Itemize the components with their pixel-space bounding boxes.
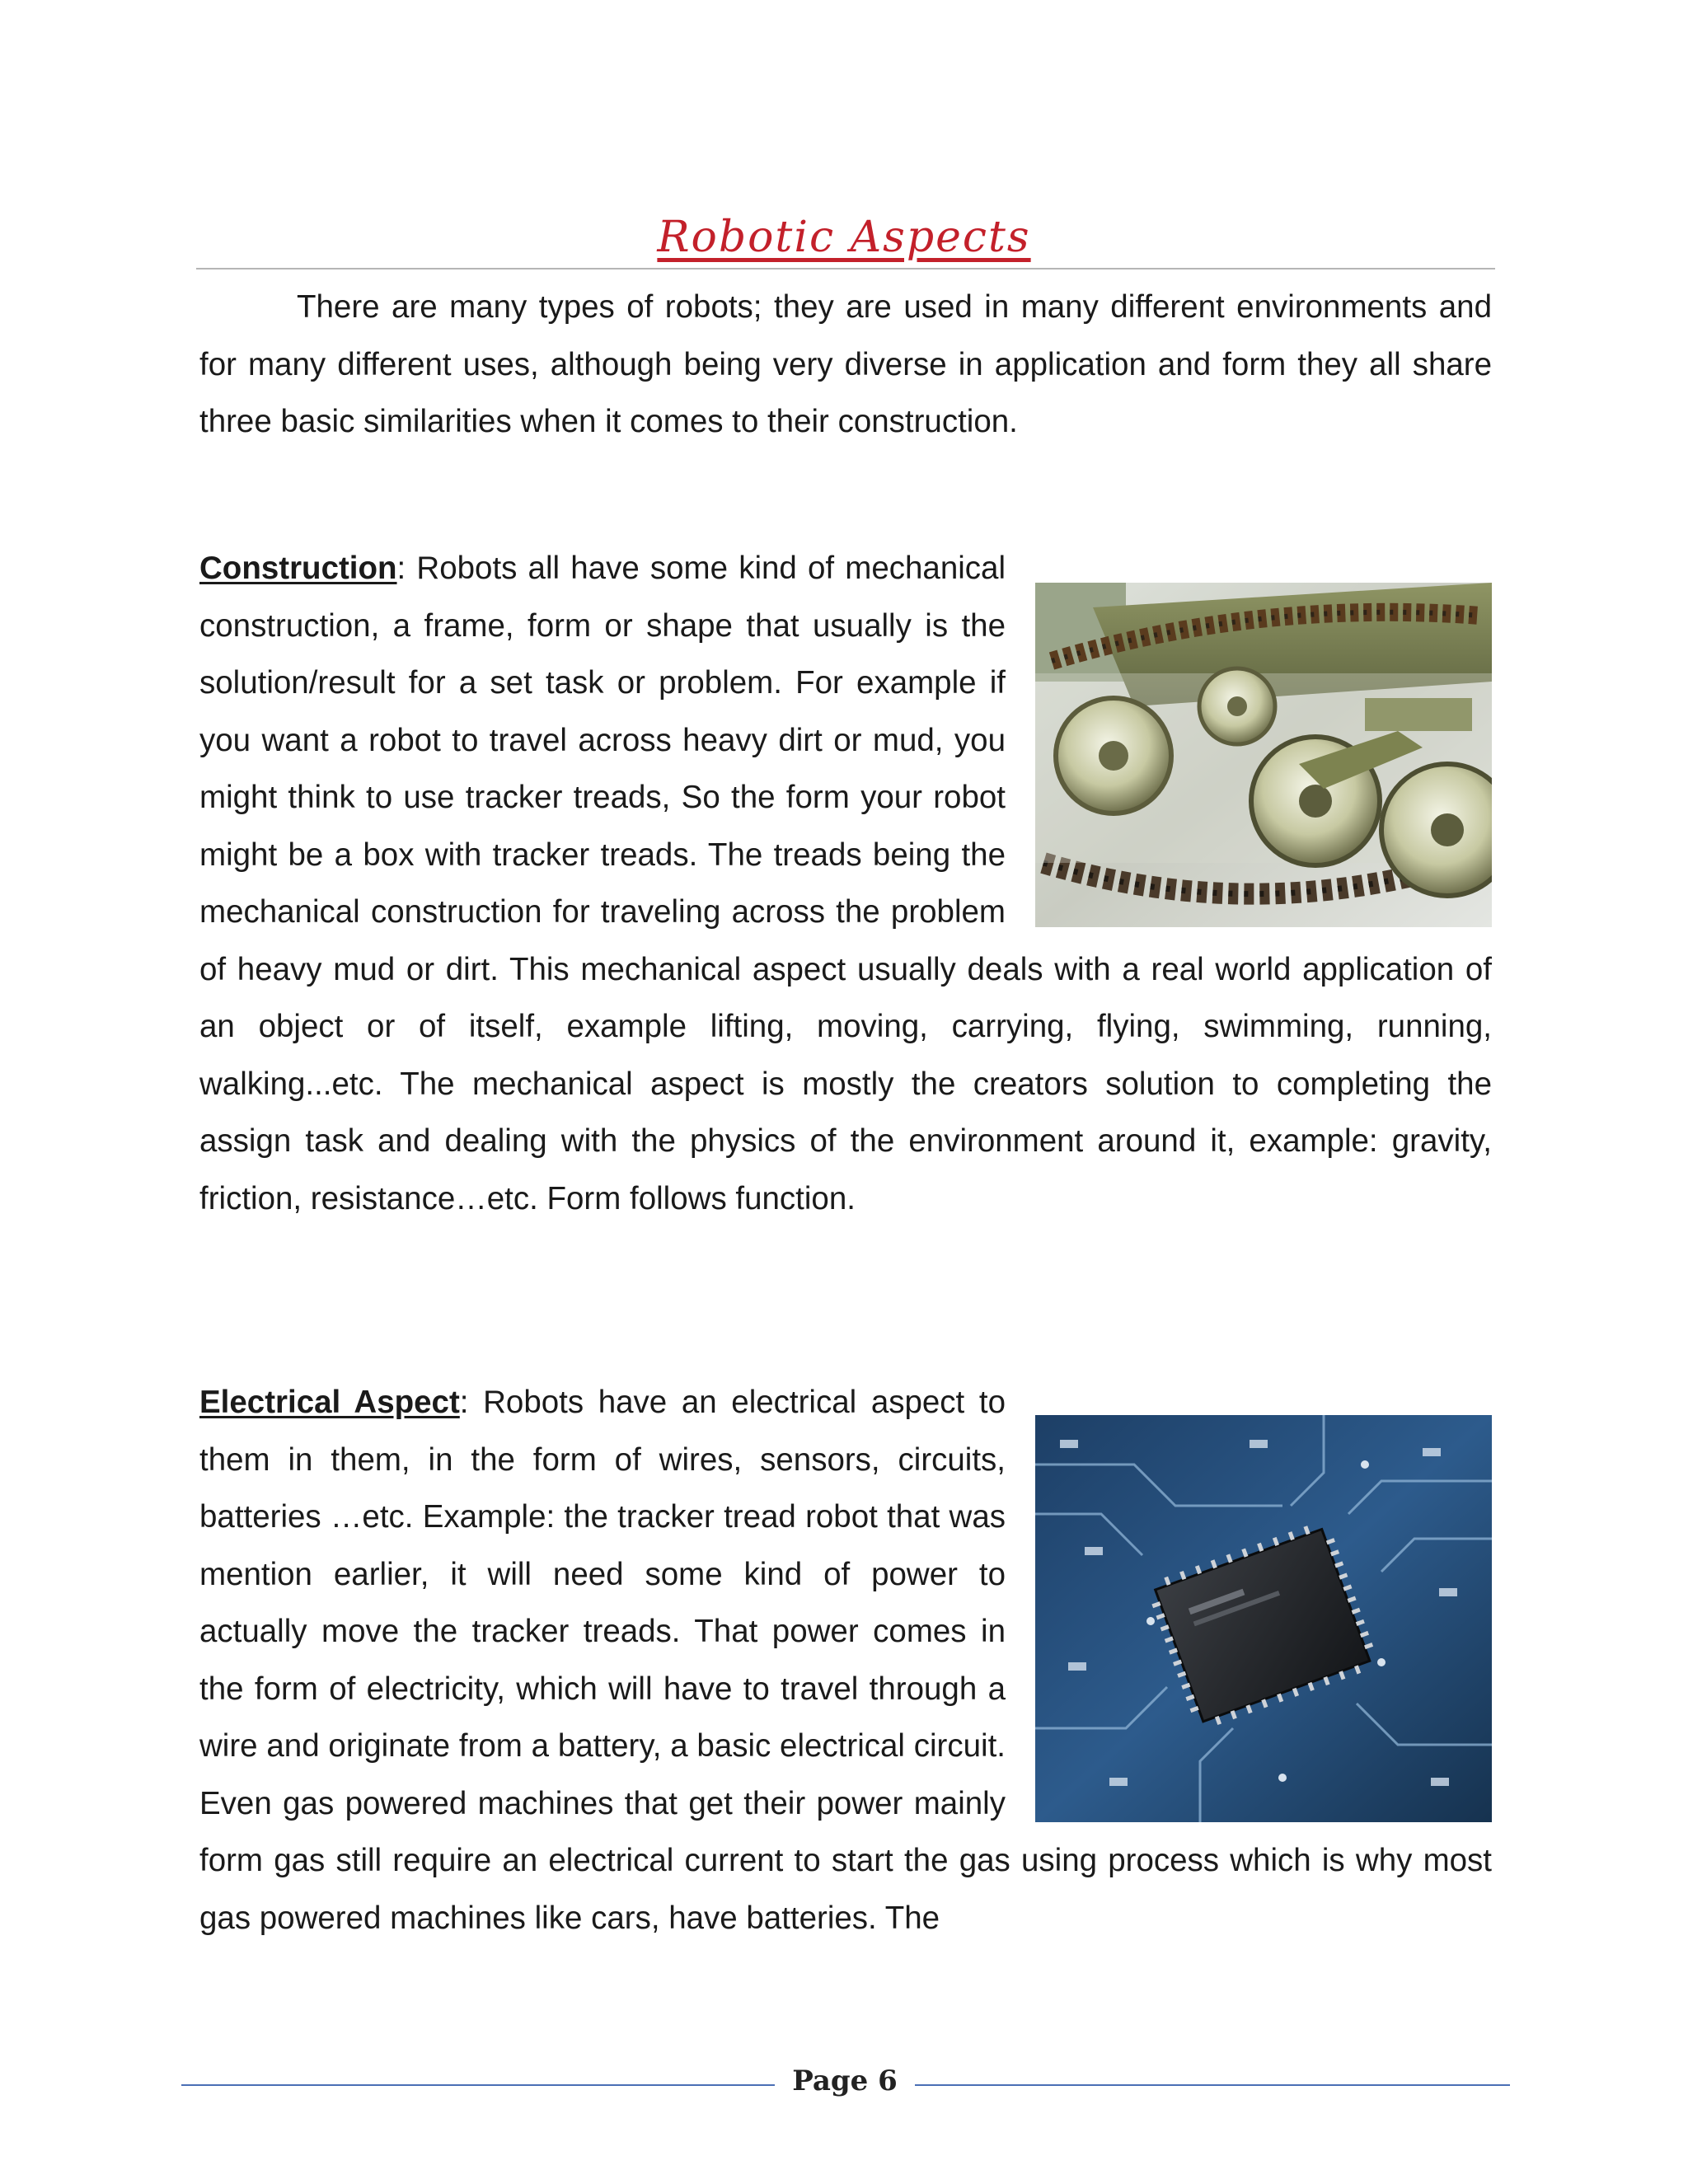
footer-rule-right — [915, 2084, 1510, 2086]
construction-heading: Construction — [199, 551, 397, 586]
page-number: Page 6 — [792, 2064, 898, 2097]
electrical-separator: : — [459, 1385, 469, 1420]
tank-tread-image — [1035, 583, 1492, 927]
electrical-section — [199, 1374, 1492, 1947]
page-title: Robotic Aspects — [657, 213, 1031, 262]
intro-paragraph: There are many types of robots; they are used in many different environments and for many different uses, although being very diverse in application and form they all share three basic similarities when it comes to their construction. — [199, 289, 1492, 439]
page-footer — [181, 2064, 1510, 2106]
construction-section — [199, 540, 1492, 1227]
construction-text: Robots all have some kind of mechanical construction, a frame, form or shape that usually is the solution/result for a set task or problem. For example if you want a robot to travel across heavy dirt or mud, you might think to use tracker treads, So the form your robot might be a box with tracker treads. The treads being the mechanical construction for traveling across the problem of heavy mud or dirt. This mechanical aspect usually deals with a real world application of an object or of itself, example lifting, moving, carrying, flying, swimming, running, walking...etc. The mechanical aspect is mostly the creators solution to completing the assign task and dealing with the physics of the environment around it, example: gravity, friction, resistance…etc. Form follows function. — [199, 551, 1492, 1216]
construction-separator: : — [396, 551, 406, 586]
footer-rule-left — [181, 2084, 775, 2086]
title-divider — [196, 268, 1495, 269]
electrical-text: Robots have an electrical aspect to them in them, in the form of wires, sensors, circuits, batteries …etc. Example: the tracker tread robot that was mention earlier, it will need some kind of power to actually move the tracker treads. That power comes in the form of electricity, which will have to travel through a wire and originate from a battery, a basic electrical circuit. Even gas powered machines that get their power mainly form gas still require an electrical current to start the gas using process which is why most gas powered machines like cars, have batteries. The — [199, 1385, 1492, 1936]
electrical-heading: Electrical Aspect — [199, 1385, 460, 1420]
circuit-board-image — [1035, 1415, 1492, 1822]
